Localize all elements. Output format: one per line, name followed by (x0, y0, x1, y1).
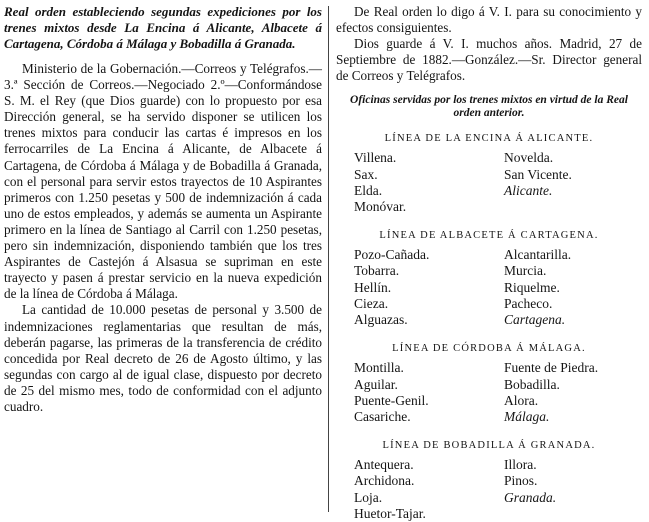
station-name: Sax. (354, 166, 378, 182)
station-name: Novelda. (504, 150, 554, 166)
station-name: Antequera. (354, 457, 414, 473)
station-name: Riquelme. (504, 279, 560, 295)
station-name: Pinos. (504, 473, 538, 489)
offices-subheading: Oficinas servidas por los trenes mixtos en virtud de la Real orden anterior. (350, 94, 628, 120)
station-name: Alicante. (504, 182, 553, 198)
station-name: Huetor-Tajar. (354, 505, 426, 521)
line-section-1 (336, 132, 642, 215)
column-divider (328, 6, 329, 512)
order-heading: Real orden estableciendo segundas expediciones por los trenes mixtos desde La Encina á Alicante, Albacete á Cartagena, Córdoba á Málaga y Bobadilla á Granada. (4, 4, 322, 51)
station-name: Casariche. (354, 408, 411, 424)
station-name: Monóvar. (354, 199, 407, 215)
closing-paragraph-2: Dios guarde á V. I. muchos años. Madrid, 27 de Septiembre de 1882.—González.—Sr. Director general de Correos y Telégrafos. (336, 36, 642, 84)
station-name: Alguazas. (354, 312, 408, 328)
station-name: Cieza. (354, 295, 389, 311)
station-list (336, 247, 642, 328)
line-title: LÍNEA DE BOBADILLA Á GRANADA. (382, 440, 596, 452)
order-paragraph-2: La cantidad de 10.000 pesetas de personal y 3.500 de indemnizaciones reglamentarias que resultan de más, deberán pagarse, las primeras de la transferencia de crédito concedida por Real decreto de 26 de Agosto último, y las segundas con cargo al de igual clase, dispuesto por decreto de 25 del mismo mes, todo de conformidad con el adjunto cuadro. (4, 302, 322, 414)
station-name: Fuente de Piedra. (504, 360, 599, 376)
station-name: Pacheco. (504, 295, 553, 311)
station-name: Hellín. (354, 279, 392, 295)
station-name: Alcantarilla. (504, 247, 572, 263)
station-name: Murcia. (504, 263, 547, 279)
station-name: Illora. (504, 457, 537, 473)
right-column (336, 0, 642, 522)
station-list (336, 360, 642, 425)
station-name: Málaga. (504, 408, 550, 424)
left-column (4, 0, 322, 415)
station-name: Loja. (354, 489, 383, 505)
station-list (336, 150, 642, 215)
station-name: Montilla. (354, 360, 404, 376)
station-name: Aguilar. (354, 376, 398, 392)
line-section-2 (336, 229, 642, 328)
station-name: Pozo-Cañada. (354, 247, 430, 263)
station-list (336, 457, 642, 522)
station-name: Bobadilla. (504, 376, 560, 392)
closing-paragraph-1: De Real orden lo digo á V. I. para su conocimiento y efectos consiguientes. (336, 4, 642, 36)
station-name: Archidona. (354, 473, 415, 489)
station-name: Alora. (504, 392, 539, 408)
line-section-4 (336, 439, 642, 522)
line-title: LÍNEA DE ALBACETE Á CARTAGENA. (379, 230, 599, 242)
station-name: Elda. (354, 182, 383, 198)
station-name: Tobarra. (354, 263, 400, 279)
station-name: San Vicente. (504, 166, 572, 182)
line-section-3 (336, 342, 642, 425)
station-name: Puente-Genil. (354, 392, 429, 408)
line-title: LÍNEA DE LA ENCINA Á ALICANTE. (384, 133, 594, 145)
line-title: LÍNEA DE CÓRDOBA Á MÁLAGA. (392, 343, 586, 355)
station-name: Villena. (354, 150, 397, 166)
station-name: Cartagena. (504, 312, 566, 328)
order-paragraph-1: Ministerio de la Gobernación.—Correos y Telégrafos.—3.ª Sección de Correos.—Negociado 2.º—Conformándose S. M. el Rey (que Dios guarde) con lo propuesto por esa Dirección general, se ha servido disponer se utilicen los trenes mixtos para conducir las cartas é impresos en los ferrocarriles de La Encina á Alicante, de Albacete á Cartagena, de Córdoba á Málaga y de Bobadilla á Granada, con el personal para servir estos trayectos de 10 Aspirantes primeros con 1.250 pesetas y 500 de indemnización á cada uno de estos empleados, y además se aumenta un Aspirante primero en la línea de Santiago al Carril con 1.250 pesetas, pero sin indemnización, disponiendo también que los tres Aspirantes de Castejón á Alsasua se supriman en este trayecto y pasen á prestar servicio en la nueva expedición de la línea de Córdoba á Málaga. (4, 61, 322, 302)
station-name: Granada. (504, 489, 557, 505)
